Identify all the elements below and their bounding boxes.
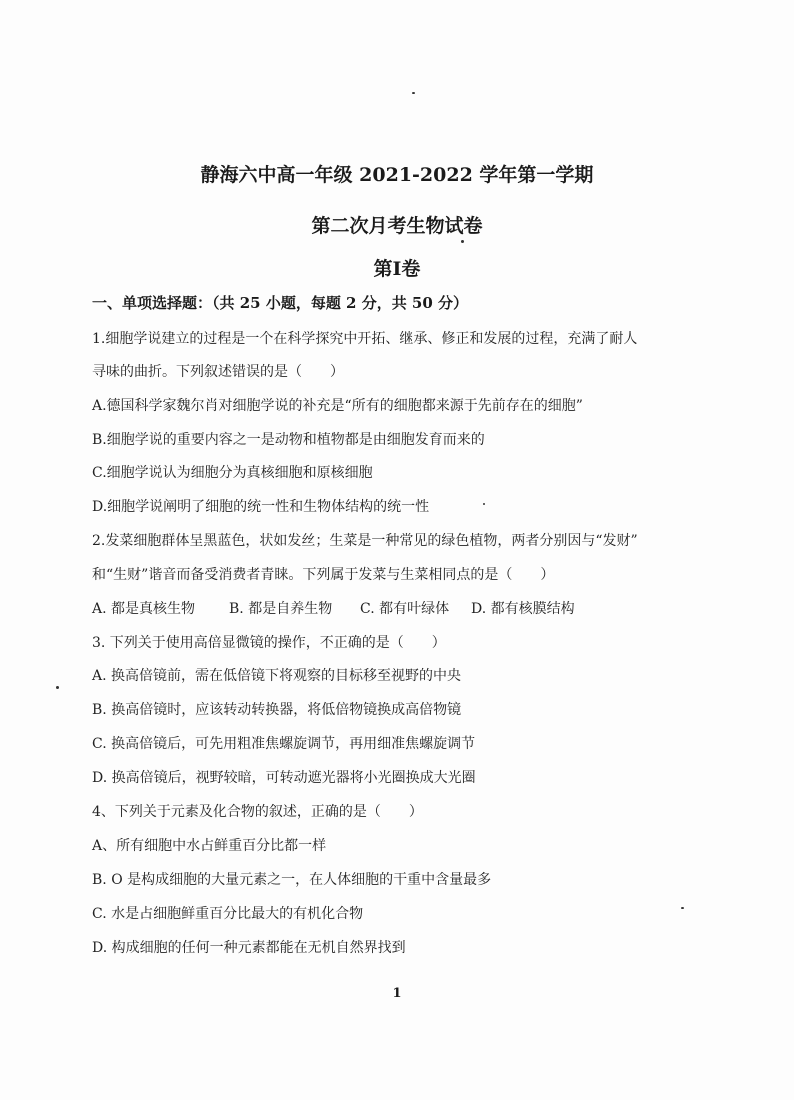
question-1-stem-line1: 1.细胞学说建立的过程是一个在科学探究中开拓、继承、修正和发展的过程，充满了耐人 — [92, 331, 638, 347]
question-3-option-d: D. 换高倍镜后，视野较暗，可转动遮光器将小光圈换成大光圈 — [92, 770, 476, 786]
volume-label: 第Ⅰ卷 — [373, 258, 421, 280]
scan-speck — [461, 240, 464, 243]
question-4-option-b: B. O 是构成细胞的大量元素之一，在人体细胞的干重中含量最多 — [92, 872, 492, 888]
scan-speck — [412, 92, 415, 94]
exam-subtitle: 第二次月考生物试卷 — [311, 215, 483, 237]
scan-speck — [483, 503, 485, 505]
question-1-option-b: B.细胞学说的重要内容之一是动物和植物都是由细胞发育而来的 — [92, 432, 485, 448]
question-2-option-b: B. 都是自养生物 — [229, 601, 333, 617]
question-1-option-a: A.德国科学家魏尔肖对细胞学说的补充是“所有的细胞都来源于先前存在的细胞” — [92, 398, 583, 414]
question-4-option-d: D. 构成细胞的任何一种元素都能在无机自然界找到 — [92, 940, 406, 956]
question-4-option-c: C. 水是占细胞鲜重百分比最大的有机化合物 — [92, 906, 364, 922]
scan-speck — [681, 907, 684, 909]
question-4-option-a: A、所有细胞中水占鲜重百分比都一样 — [92, 838, 327, 854]
question-1-option-d: D.细胞学说阐明了细胞的统一性和生物体结构的统一性 — [92, 499, 430, 515]
question-1-option-c: C.细胞学说认为细胞分为真核细胞和原核细胞 — [92, 465, 373, 481]
question-2-stem-line2: 和“生财”谐音而备受消费者青睐。下列属于发菜与生菜相同点的是（ ） — [92, 567, 555, 583]
question-3-option-a: A. 换高倍镜前，需在低倍镜下将观察的目标移至视野的中央 — [92, 668, 462, 684]
question-2-options — [92, 598, 575, 618]
question-2-option-c: C. 都有叶绿体 — [360, 601, 450, 617]
page-number: 1 — [392, 986, 402, 1001]
question-1-stem-line2: 寻味的曲折。下列叙述错误的是（ ） — [92, 364, 344, 380]
question-3-option-c: C. 换高倍镜后，可先用粗准焦螺旋调节，再用细准焦螺旋调节 — [92, 736, 476, 752]
scan-speck — [56, 686, 59, 689]
exam-title: 静海六中高一年级 2021-2022 学年第一学期 — [200, 164, 594, 186]
question-2-option-d: D. 都有核膜结构 — [471, 601, 575, 617]
question-3-option-b: B. 换高倍镜时，应该转动转换器，将低倍物镜换成高倍物镜 — [92, 702, 462, 718]
question-4-stem: 4、下列关于元素及化合物的叙述，正确的是（ ） — [92, 804, 423, 820]
question-2-stem-line1: 2.发菜细胞群体呈黑蓝色，状如发丝；生菜是一种常见的绿色植物，两者分别因与“发财” — [92, 533, 638, 549]
section-heading: 一、单项选择题：（共 25 小题，每题 2 分，共 50 分） — [92, 294, 469, 312]
question-3-stem: 3. 下列关于使用高倍显微镜的操作，不正确的是（ ） — [92, 635, 446, 651]
question-2-option-a: A. 都是真核生物 — [92, 601, 196, 617]
